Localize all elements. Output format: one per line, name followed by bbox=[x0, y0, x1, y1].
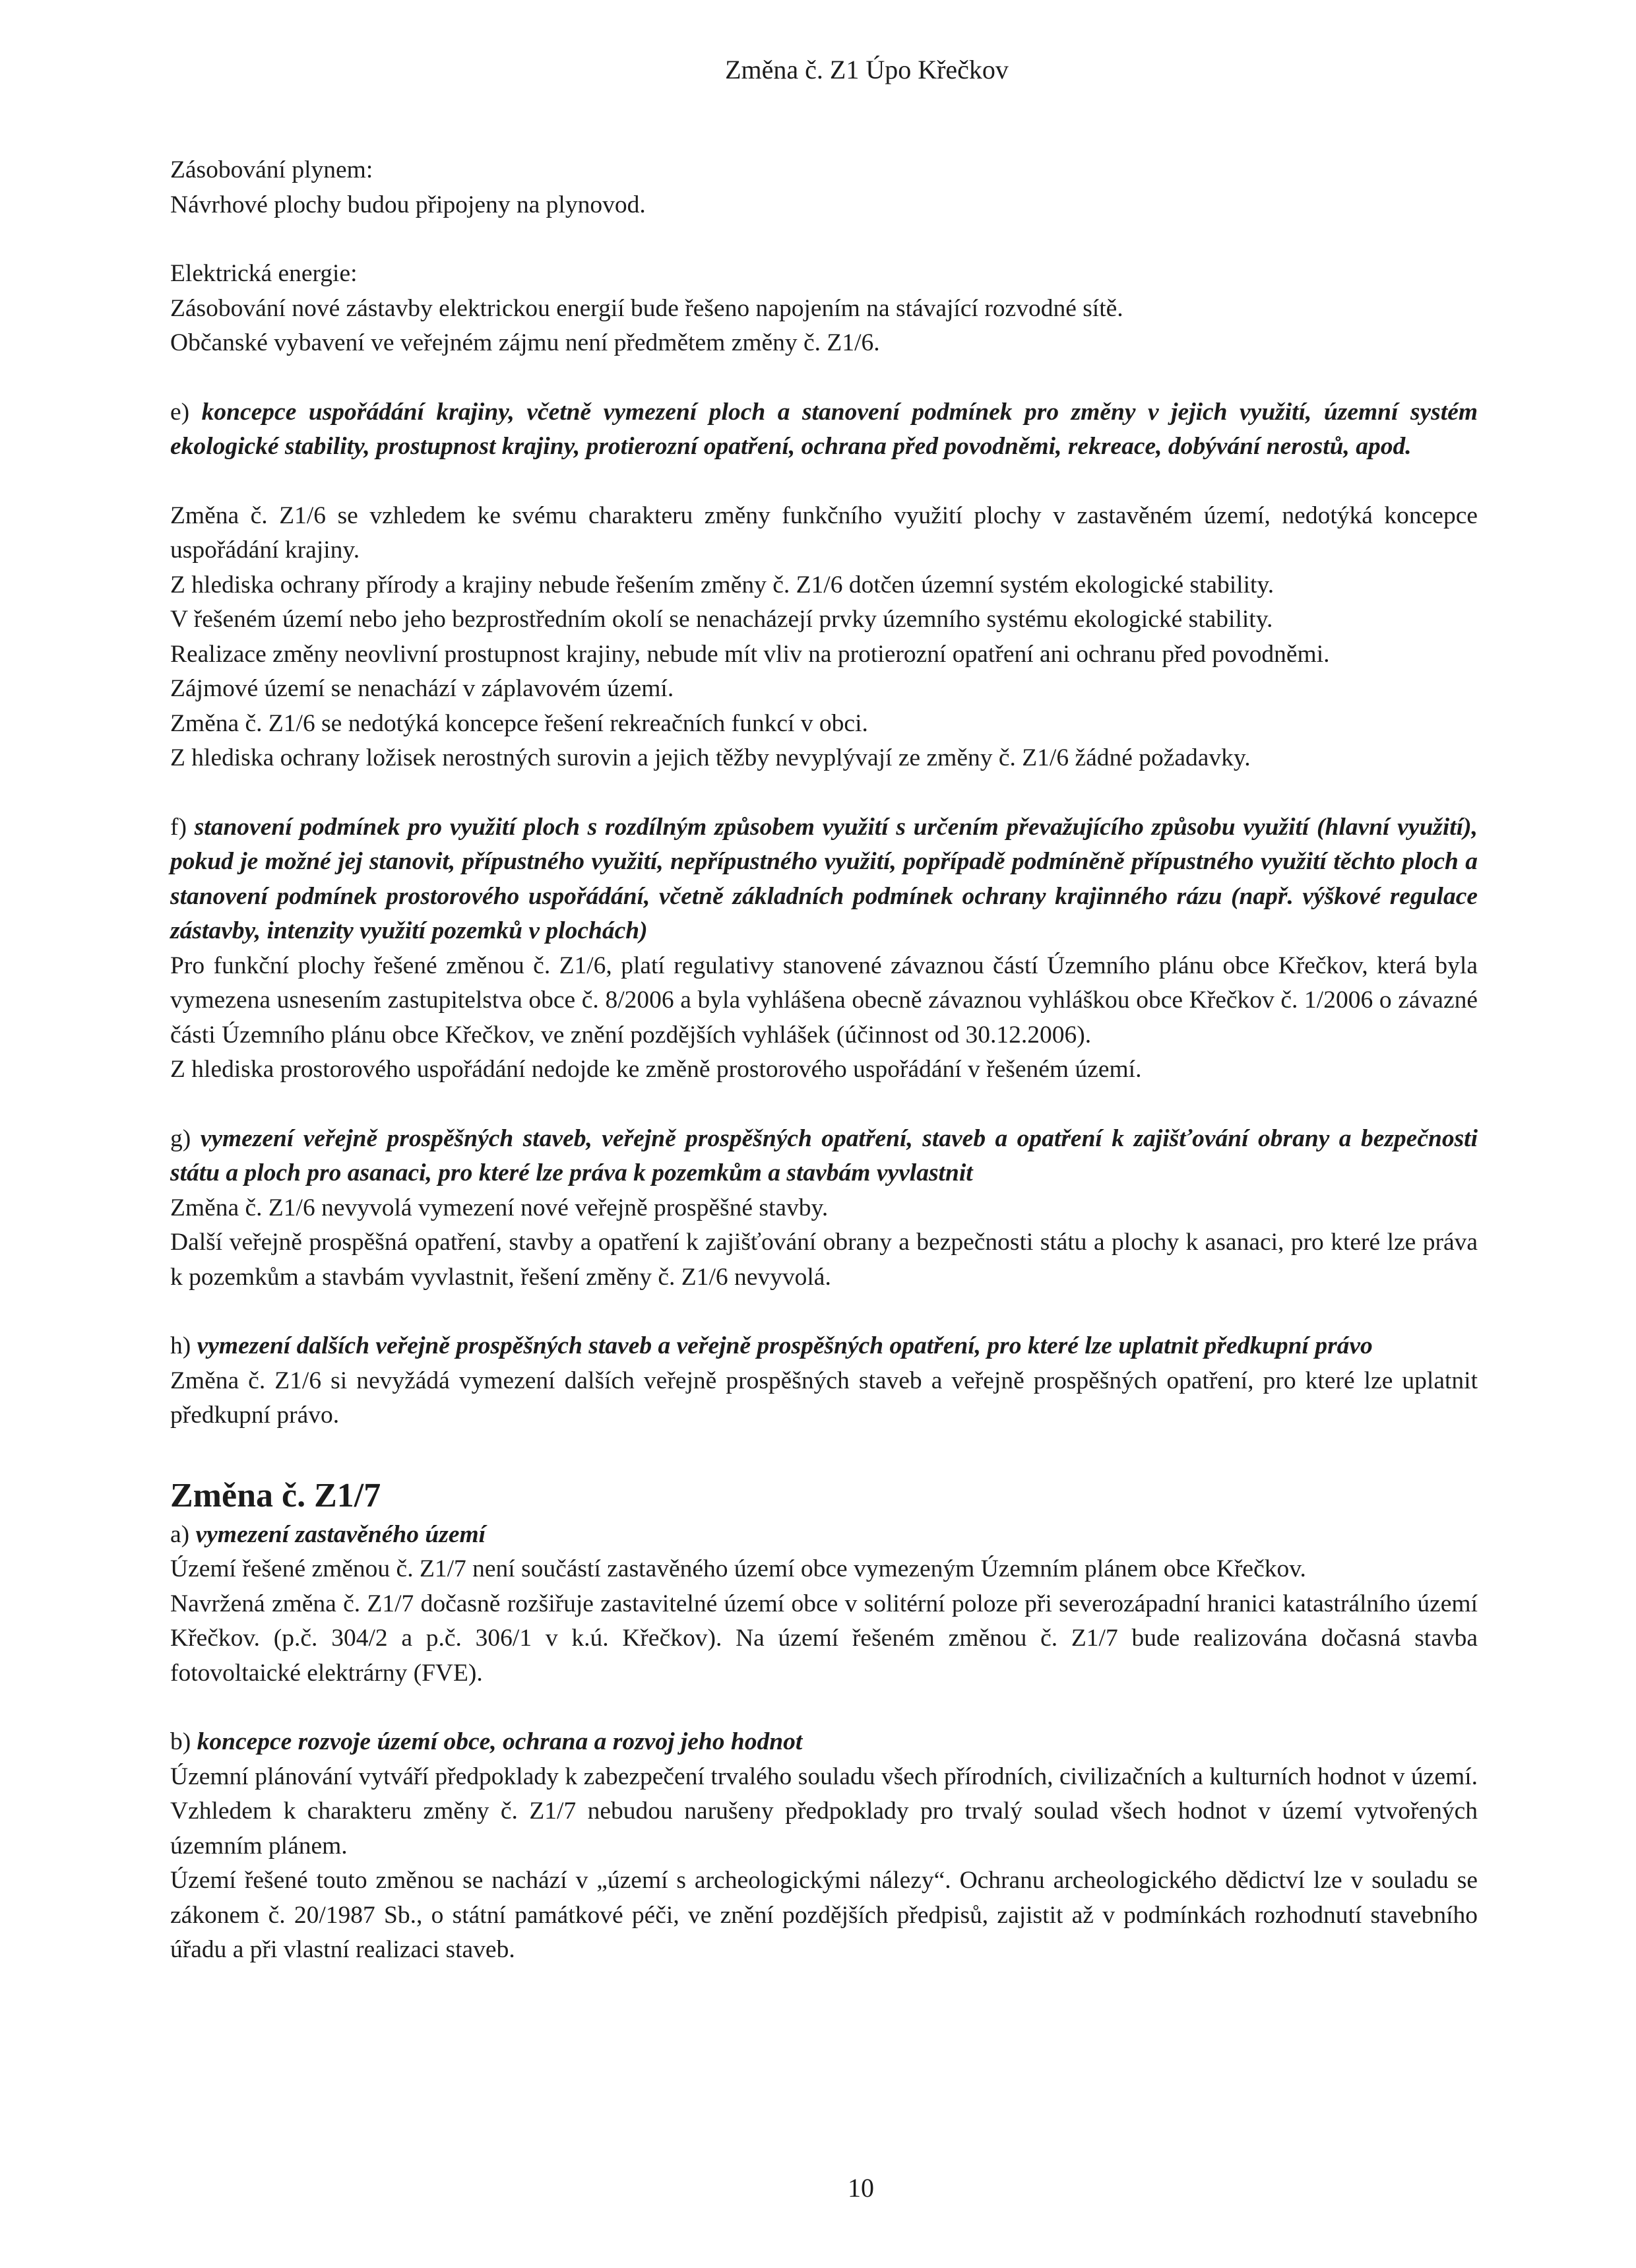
section-g-paragraph: Další veřejně prospěšná opatření, stavby a opatření k zajišťování obrany a bezpečnosti státu a plochy k asanaci, pro které lze práva k pozemkům a stavbám vyvlastnit, řešení změny č. Z1/6 nevyvolá. bbox=[170, 1229, 1478, 1291]
z17-section-b-title: koncepce rozvoje území obce, ochrana a rozvoj jeho hodnot bbox=[197, 1728, 803, 1755]
section-f-title: stanovení podmínek pro využití ploch s rozdílným způsobem využití s určením převažujícího způsobu využití (hlavní využití), pokud je možné jej stanovit, přípustného využití, nepřípustného využití, popřípadě podmíněně přípustného využití těchto ploch a stanovení podmínek prostorového uspořádání, včetně základních podmínek ochrany krajinného rázu (např. výškové regulace zástavby, intenzity využití pozemků v plochách) bbox=[170, 813, 1478, 944]
electricity-line-1: Zásobování nové zástavby elektrickou energií bude řešeno napojením na stávající rozvodné sítě. bbox=[170, 294, 1123, 322]
section-e-paragraph: V řešeném území nebo jeho bezprostředním okolí se nenacházejí prvky územního systému ekologické stability. bbox=[170, 606, 1273, 633]
section-g-letter: g) bbox=[170, 1124, 191, 1152]
page-header: Změna č. Z1 Úpo Křečkov bbox=[725, 55, 1009, 84]
section-e-paragraph: Zájmové území se nenachází v záplavovém území. bbox=[170, 675, 674, 702]
section-g-paragraph: Změna č. Z1/6 nevyvolá vymezení nové veřejně prospěšné stavby. bbox=[170, 1194, 829, 1221]
gas-heading: Zásobování plynem: bbox=[170, 156, 373, 183]
change-z17-title: Změna č. Z1/7 bbox=[170, 1476, 381, 1514]
section-e-paragraph: Změna č. Z1/6 se vzhledem ke svému charakteru změny funkčního využití plochy v zastavěném území, nedotýká koncepce uspořádání krajiny. bbox=[170, 502, 1478, 564]
section-e-title: koncepce uspořádání krajiny, včetně vymezení ploch a stanovení podmínek pro změny v jejich využití, územní systém ekologické stability, prostupnost krajiny, protierozní opatření, ochrana před povodněmi, rekreace, dobývání nerostů, apod. bbox=[170, 398, 1478, 460]
section-f-paragraph: Z hlediska prostorového uspořádání nedojde ke změně prostorového uspořádání v řešeném území. bbox=[170, 1056, 1142, 1083]
section-f bbox=[170, 810, 1478, 1087]
section-h-title: vymezení dalších veřejně prospěšných staveb a veřejně prospěšných opatření, pro které lze uplatnit předkupní právo bbox=[197, 1332, 1373, 1359]
electricity-line-2: Občanské vybavení ve veřejném zájmu není předmětem změny č. Z1/6. bbox=[170, 329, 880, 356]
z17-section-a-heading bbox=[170, 1518, 1478, 1553]
section-e-paragraph: Z hlediska ochrany ložisek nerostných surovin a jejich těžby nevyplývají ze změny č. Z1/6 žádné požadavky. bbox=[170, 744, 1251, 771]
section-h bbox=[170, 1329, 1478, 1433]
gas-supply-block bbox=[170, 153, 1478, 222]
z17-section-b-heading bbox=[170, 1725, 1478, 1760]
section-h-heading bbox=[170, 1329, 1478, 1364]
section-e bbox=[170, 395, 1478, 776]
section-e-paragraph: Změna č. Z1/6 se nedotýká koncepce řešení rekreačních funkcí v obci. bbox=[170, 709, 868, 737]
z17-section-a bbox=[170, 1518, 1478, 1691]
section-e-paragraph: Realizace změny neovlivní prostupnost krajiny, nebude mít vliv na protierozní opatření ani ochranu před povodněmi. bbox=[170, 640, 1330, 668]
z17-section-b-letter: b) bbox=[170, 1728, 191, 1755]
z17-section-b bbox=[170, 1725, 1478, 1968]
electricity-block bbox=[170, 257, 1478, 361]
z17-section-b-paragraph: Územní plánování vytváří předpoklady k zabezpečení trvalého souladu všech přírodních, civilizačních a kulturních hodnot v území. Vzhledem k charakteru změny č. Z1/7 nebudou narušeny předpoklady pro trvalý soulad všech hodnot v území vytvořených územním plánem. bbox=[170, 1763, 1478, 1860]
section-f-heading bbox=[170, 810, 1478, 949]
z17-section-b-paragraph: Území řešené touto změnou se nachází v „území s archeologickými nálezy“. Ochranu archeologického dědictví lze v souladu se zákonem č. 20/1987 Sb., o státní památkové péči, ve znění pozdějších předpisů, zajistit až v podmínkách rozhodnutí stavebního úřadu a při vlastní realizaci staveb. bbox=[170, 1867, 1478, 1963]
section-e-heading bbox=[170, 395, 1478, 465]
section-e-paragraph: Z hlediska ochrany přírody a krajiny nebude řešením změny č. Z1/6 dotčen územní systém ekologické stability. bbox=[170, 571, 1274, 599]
section-g bbox=[170, 1122, 1478, 1295]
section-f-paragraph: Pro funkční plochy řešené změnou č. Z1/6, platí regulativy stanovené závaznou částí Územního plánu obce Křečkov, která byla vymezena usnesením zastupitelstva obce č. 8/2006 a byla vyhlášena obecně závaznou vyhláškou obce Křečkov č. 1/2006 o závazné části Územního plánu obce Křečkov, ve znění pozdějších vyhlášek (účinnost od 30.12.2006). bbox=[170, 952, 1478, 1049]
z17-section-a-paragraph: Navržená změna č. Z1/7 dočasně rozšiřuje zastavitelné území obce v solitérní poloze při severozápadní hranici katastrálního území Křečkov. (p.č. 304/2 a p.č. 306/1 v k.ú. Křečkov). Na území řešeném změnou č. Z1/7 bude realizována dočasná stavba fotovoltaické elektrárny (FVE). bbox=[170, 1590, 1478, 1687]
z17-section-a-title: vymezení zastavěného území bbox=[195, 1520, 486, 1548]
page-number: 10 bbox=[848, 2173, 874, 2203]
gas-text: Návrhové plochy budou připojeny na plynovod. bbox=[170, 191, 646, 218]
electricity-heading: Elektrická energie: bbox=[170, 260, 358, 287]
section-h-paragraph: Změna č. Z1/6 si nevyžádá vymezení dalších veřejně prospěšných staveb a veřejně prospěšných opatření, pro které lze uplatnit předkupní právo. bbox=[170, 1367, 1478, 1429]
section-e-letter: e) bbox=[170, 398, 190, 426]
section-g-title: vymezení veřejně prospěšných staveb, veřejně prospěšných opatření, staveb a opatření k zajišťování obrany a bezpečnosti státu a ploch pro asanaci, pro které lze práva k pozemkům a stavbám vyvlastnit bbox=[170, 1124, 1478, 1186]
section-h-letter: h) bbox=[170, 1332, 191, 1359]
z17-section-a-letter: a) bbox=[170, 1520, 190, 1548]
section-f-letter: f) bbox=[170, 813, 187, 841]
z17-section-a-paragraph: Území řešené změnou č. Z1/7 není součástí zastavěného území obce vymezeným Územním plánem obce Křečkov. bbox=[170, 1555, 1306, 1582]
section-g-heading bbox=[170, 1122, 1478, 1191]
